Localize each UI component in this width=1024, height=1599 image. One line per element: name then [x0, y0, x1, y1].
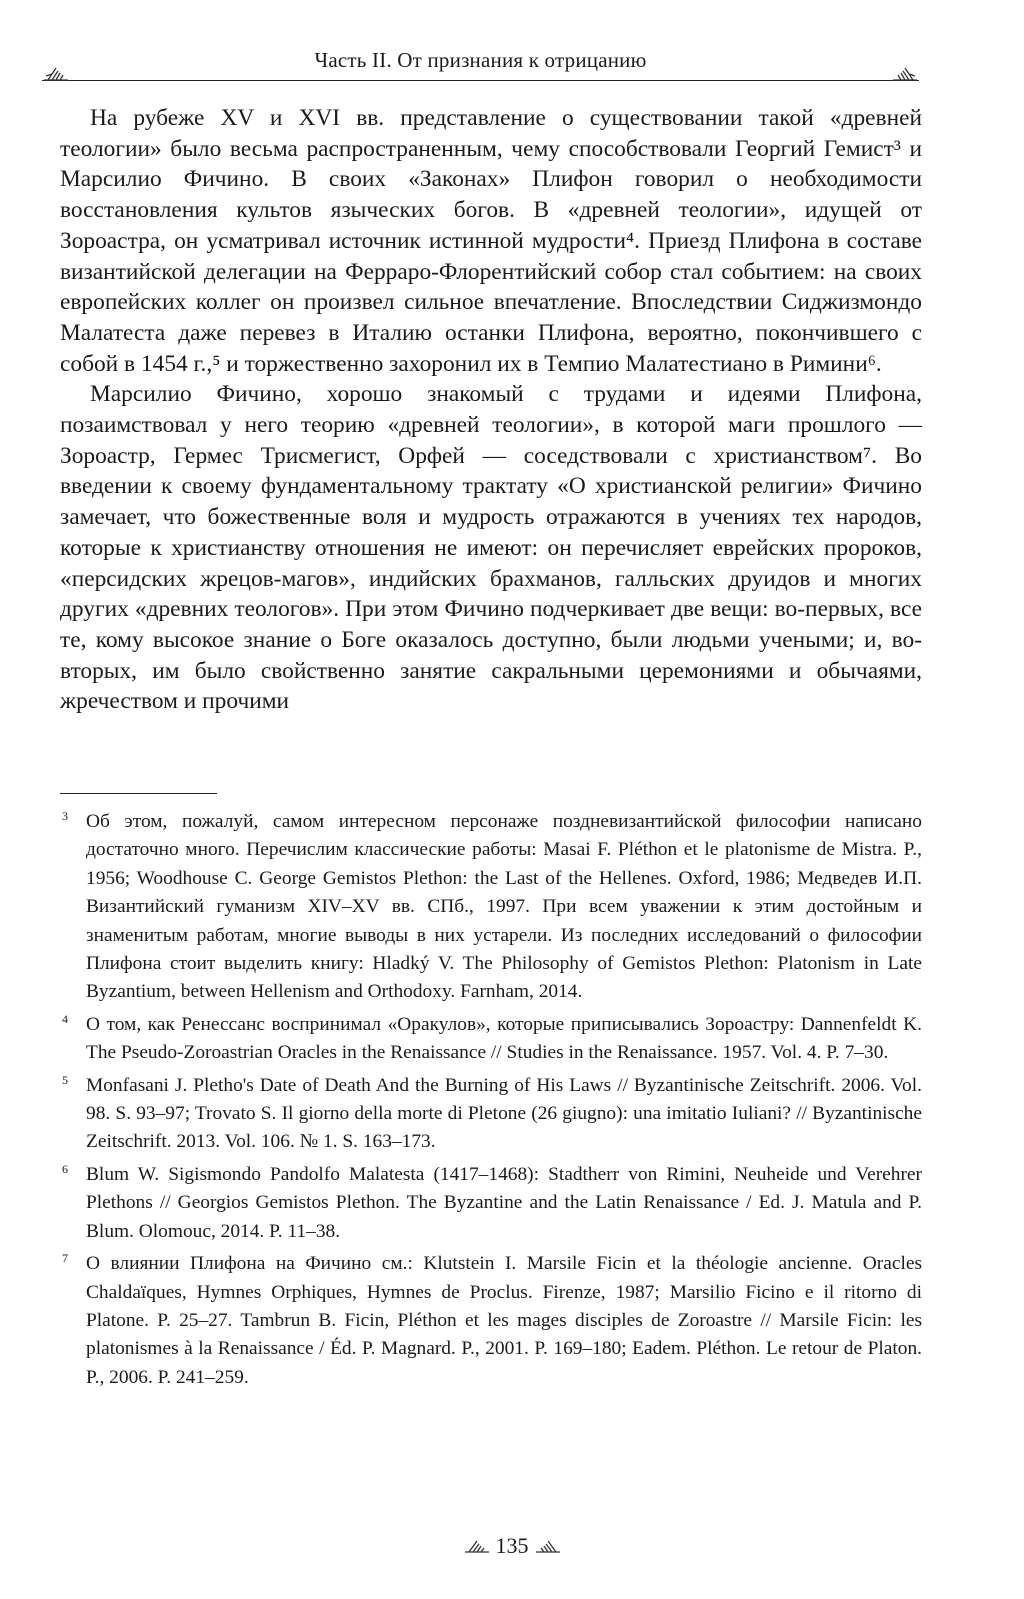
running-header [42, 46, 919, 81]
footnote-number: 5 [62, 1072, 68, 1087]
footnote-rule [60, 793, 217, 794]
footnote-text: Об этом, пожалуй, самом интересном персонаже поздневизантийской философии написано достаточно много. Перечислим классические работы: Masai F. Pléthon et le platonisme de Mistra. P., 1956; Woodhouse C. George Gemistos Plethon: the Last of the Hellenes. Oxford, 1986; Медведев И.П. Византийский гуманизм XIV–XV вв. СПб., 1997. При всем уважении к этим достойным и знаменитым работам, многие выводы в них устарели. Из последних исследований о философии Плифона стоит выделить книгу: Hladký V. The Philosophy of Gemistos Plethon: Platonism in Late Byzantium, between Hellenism and Orthodoxy. Farnham, 2014. [86, 811, 922, 1003]
footnote [60, 808, 922, 1007]
footnote [60, 1161, 922, 1246]
footnote [60, 1011, 922, 1068]
footnote-number: 3 [62, 809, 68, 823]
paragraph: Марсилио Фичино, хорошо знакомый с трудами и идеями Плифона, позаимствовал у него теорию «древней теологии», в которой маги прошлого — Зороастр, Гермес Трисмегист, Орфей — соседствовали с христианством⁷. Во введении к своему фундаментальному трактату «О христианской религии» Фичино замечает, что божественные воля и мудрость отражаются в учениях тех народов, которые к христианству отношения не имеют: он перечисляет еврейских пророков, «персидских жрецов-магов», индийских брахманов, галльских друидов и многих других «древних теологов». При этом Фичино подчеркивает две вещи: во-первых, все те, кому высокое знание о Боге оказалось доступно, были людьми учеными; и, во-вторых, им было свойственно занятие сакральными церемониями и обычаями, жречеством и прочими [60, 381, 922, 715]
footnote-text: О влиянии Плифона на Фичино см.: Klutstein I. Marsile Ficin et la théologie ancienne. Oracles Chaldaïques, Hymnes Orphiques, Hymnes de Proclus. Firenze, 1987; Marsilio Ficino e il ritorno di Platone. P. 25–27. Tambrun B. Ficin, Pléthon et les mages disciples de Zoroastre // Marsile Ficin: les platonismes à la Renaissance / Éd. P. Magnard. P., 2001. P. 169–180; Eadem. Pléthon. Le retour de Platon. P., 2006. P. 241–259. [86, 1253, 922, 1388]
footnote-number: 4 [62, 1011, 68, 1026]
footnote-text: О том, как Ренессанс воспринимал «Оракулов», которые приписывались Зороастру: Dannenfeldt K. The Pseudo-Zoroastrian Oracles in the Renaissance // Studies in the Renaissance. 1957. Vol. 4. P. 7–30. [86, 1013, 922, 1064]
ornament-right-icon [535, 1538, 561, 1554]
footnote-text: Blum W. Sigismondo Pandolfo Malatesta (1417–1468): Stadtherr von Rimini, Neuheide und Verehrer Plethons // Georgios Gemistos Plethon. The Byzantine and the Latin Renaissance / Ed. J. Matula and P. Blum. Olomouc, 2014. P. 11–38. [86, 1163, 922, 1242]
footnote-number: 6 [62, 1161, 68, 1176]
footnote [60, 1072, 922, 1157]
ornament-right-icon [891, 64, 919, 82]
footnote-text: Monfasani J. Pletho's Date of Death And the Burning of His Laws // Byzantinische Zeitschrift. 2006. Vol. 98. S. 93–97; Trovato S. Il giorno della morte di Pletone (26 giugno): una imitatio Iuliani? // Byzantinische Zeitschrift. 2013. Vol. 106. № 1. S. 163–173. [86, 1074, 922, 1153]
running-header-title: Часть II. От признания к отрицанию [314, 48, 647, 72]
footnotes [60, 808, 922, 1396]
footnote [60, 1250, 922, 1392]
ornament-left-icon [464, 1538, 490, 1554]
footnote-number: 7 [62, 1251, 68, 1266]
main-text [60, 103, 922, 717]
page-number: 135 [495, 1533, 529, 1558]
page-footer [0, 1533, 1024, 1560]
paragraph: На рубеже XV и XVI вв. представление о существовании такой «древней теологии» было весьма распространенным, чему способствовали Георгий Гемист³ и Марсилио Фичино. В своих «Законах» Плифон говорил о необходимости восстановления культов языческих богов. В «древней теологии», идущей от Зороастра, он усматривал источник истинной мудрости⁴. Приезд Плифона в составе византийской делегации на Ферраро-Флорентийский собор стал событием: на своих европейских коллег он произвел сильное впечатление. Впоследствии Сиджизмондо Малатеста даже перевез в Италию останки Плифона, вероятно, покончившего с собой в 1454 г.,⁵ и торжественно захоронил их в Темпио Малатестиано в Римини⁶. [60, 105, 922, 377]
